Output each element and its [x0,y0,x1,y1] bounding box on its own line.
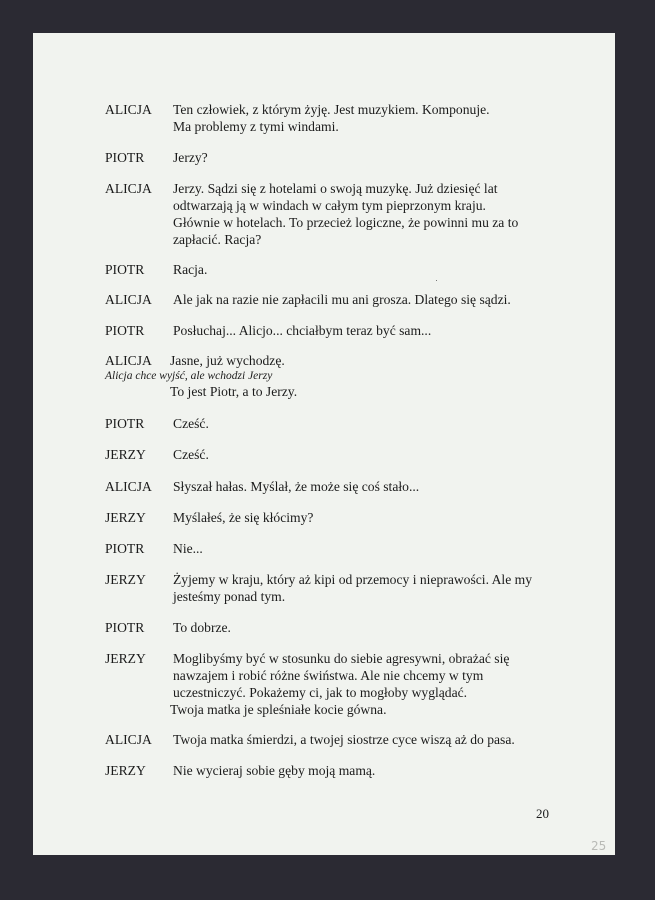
dialogue-text: Ma problemy z tymi windami. [173,119,339,134]
dialogue-text: uczestniczyć. Pokażemy ci, jak to mogłoby wyglądać. [173,685,468,700]
dialogue-text: Jerzy. Sądzi się z hotelami o swoją muzykę. Już dziesięć lat [173,181,498,196]
stage-direction: Alicja chce wyjść, ale wchodzi Jerzy [105,370,273,382]
dialogue-text: Racja. [173,262,208,277]
speaker-name: ALICJA [105,292,152,307]
dialogue-text: nawzajem i robić różne świństwa. Ale nie chcemy w tym [173,668,484,683]
speaker-name: ALICJA [105,732,152,747]
speaker-name: PIOTR [105,323,145,338]
script-page [33,33,615,855]
speaker-name: JERZY [105,572,146,587]
speaker-name: PIOTR [105,416,145,431]
dialogue-text: zapłacić. Racja? [173,232,262,247]
dialogue-text: Nie wycieraj sobie gęby moją mamą. [173,763,376,778]
dialogue-text: Głównie w hotelach. To przecież logiczne, że powinni mu za to [173,215,519,230]
stray-dot [436,280,437,281]
dialogue-text: jesteśmy ponad tym. [173,589,286,604]
dialogue-text: Posłuchaj... Alicjo... chciałbym teraz być sam... [173,323,432,338]
dialogue-text: Ale jak na razie nie zapłacili mu ani grosza. Dlatego się sądzi. [173,292,511,307]
speaker-name: PIOTR [105,541,145,556]
page-number: 20 [536,806,549,821]
speaker-name: JERZY [105,651,146,666]
dialogue-text: To jest Piotr, a to Jerzy. [170,384,298,399]
dialogue-text: Ten człowiek, z którym żyję. Jest muzykiem. Komponuje. [173,102,490,117]
speaker-name: JERZY [105,763,146,778]
dialogue-text: Cześć. [173,416,209,431]
dialogue-text: Nie... [173,541,203,556]
dialogue-text: Żyjemy w kraju, który aż kipi od przemocy i nieprawości. Ale my [173,572,533,587]
dialogue-text: odtwarzają ją w windach w całym tym pieprzonym kraju. [173,198,486,213]
dialogue-text: Słyszał hałas. Myślał, że może się coś stało... [173,479,420,494]
speaker-name: PIOTR [105,150,145,165]
dialogue-text: Cześć. [173,447,209,462]
dialogue-text: Jerzy? [173,150,208,165]
dialogue-text: Twoja matka je spleśniałe kocie gówna. [170,702,387,717]
speaker-name: ALICJA [105,181,152,196]
dialogue-text: Jasne, już wychodzę. [170,353,285,368]
speaker-name: ALICJA [105,102,152,117]
dialogue-text: Myślałeś, że się kłócimy? [173,510,314,525]
dialogue-text: To dobrze. [173,620,231,635]
speaker-name: JERZY [105,510,146,525]
speaker-name: ALICJA [105,353,152,368]
speaker-name: JERZY [105,447,146,462]
dialogue-text: Twoja matka śmierdzi, a twojej siostrze cyce wiszą aż do pasa. [173,732,515,747]
pencil-mark: 25 [591,839,607,853]
speaker-name: PIOTR [105,262,145,277]
speaker-name: PIOTR [105,620,145,635]
dialogue-text: Moglibyśmy być w stosunku do siebie agresywni, obrażać się [173,651,510,666]
speaker-name: ALICJA [105,479,152,494]
